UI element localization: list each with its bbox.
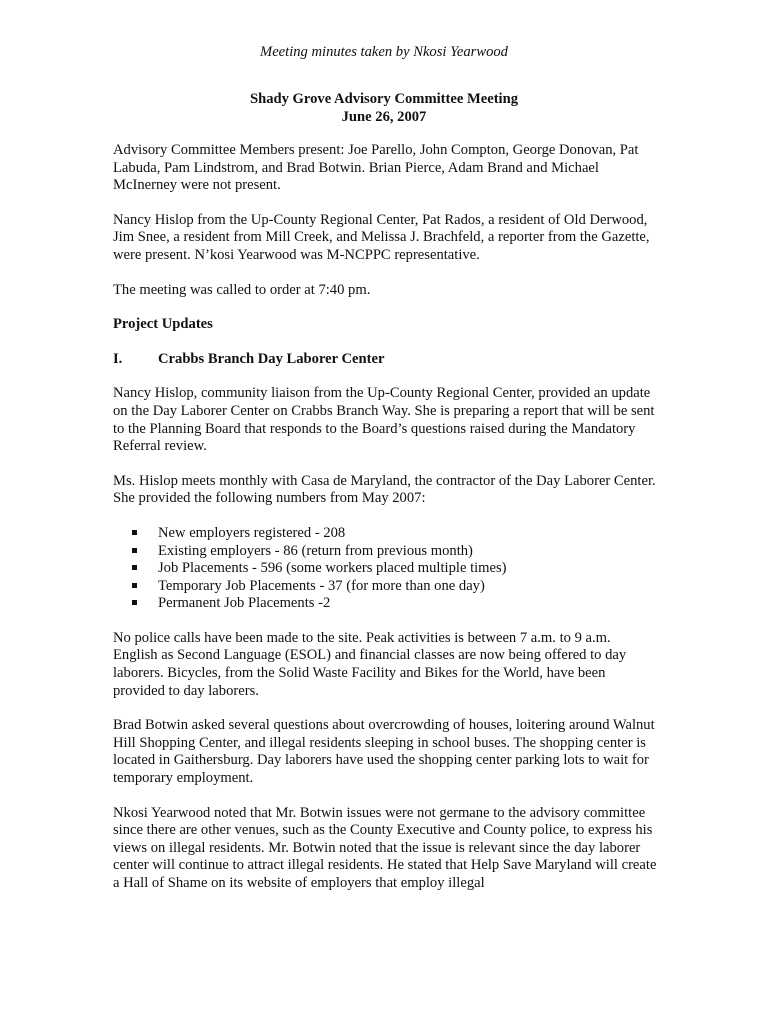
square-bullet-icon: [132, 523, 140, 541]
called-to-order-paragraph: The meeting was called to order at 7:40 pm.: [113, 281, 371, 298]
project-updates-heading: Project Updates: [113, 316, 213, 333]
list-item: Temporary Job Placements - 37 (for more than one day): [113, 578, 658, 596]
document-body: [113, 142, 658, 910]
yearwood-response-paragraph: Nkosi Yearwood noted that Mr. Botwin issues were not germane to the advisory committee since there are other venues, such as the County Executive and County police, to express his views on illegal residents. Mr. Botwin noted that the issue is relevant since the day laborer center will continue to attract illegal residents. He stated that Help Save Maryland will create a Hall of Shame on its website of employers that employ illegal: [113, 804, 657, 891]
list-item: Existing employers - 86 (return from previous month): [113, 543, 658, 561]
list-item: Job Placements - 596 (some workers placed multiple times): [113, 560, 658, 578]
members-present-paragraph: Advisory Committee Members present: Joe Parello, John Compton, George Donovan, Pat Labuda, Pam Lindstrom, and Brad Botwin. Brian Pierce, Adam Brand and Michael McInerney were not present.: [113, 142, 639, 194]
minutes-taker-note: Meeting minutes taken by Nkosi Yearwood: [260, 44, 508, 60]
section-heading-day-laborer: [113, 351, 658, 369]
square-bullet-icon: [132, 541, 140, 559]
meeting-date: June 26, 2007: [341, 108, 427, 125]
hislop-update-paragraph: Nancy Hislop, community liaison from the Up-County Regional Center, provided an update on the Day Laborer Center on Crabbs Branch Way. She is preparing a report that will be sent to the Planning Board that responds to the Board’s questions raised during the Mandatory Referral review.: [113, 385, 655, 455]
guests-present-paragraph: Nancy Hislop from the Up-County Regional Center, Pat Rados, a resident of Old Derwood, Jim Snee, a resident from Mill Creek, and Melissa J. Brachfeld, a reporter from the Gazette, were present. N’kosi Yearwood was M-NCPPC representative.: [113, 211, 650, 263]
square-bullet-icon: [132, 576, 140, 594]
meeting-title: Shady Grove Advisory Committee Meeting: [249, 91, 519, 107]
may-2007-statistics-list: [113, 525, 658, 613]
police-calls-paragraph: No police calls have been made to the site. Peak activities is between 7 a.m. to 9 a.m. English as Second Language (ESOL) and financial classes are now being offered to day laborers. Bicycles, from the Solid Waste Facility and Bikes for the World, have been provided to day laborers.: [113, 629, 627, 699]
square-bullet-icon: [132, 593, 140, 611]
section-number: I.: [113, 350, 123, 367]
list-item: New employers registered - 208: [113, 525, 658, 543]
monthly-meeting-paragraph: Ms. Hislop meets monthly with Casa de Maryland, the contractor of the Day Laborer Center. She provided the following numbers from May 2007:: [113, 472, 656, 507]
list-item: Permanent Job Placements -2: [113, 595, 658, 613]
section-title: Crabbs Branch Day Laborer Center: [158, 350, 385, 367]
square-bullet-icon: [132, 558, 140, 576]
document-title: [0, 91, 768, 126]
botwin-questions-paragraph: Brad Botwin asked several questions about overcrowding of houses, loitering around Walnut Hill Shopping Center, and illegal residents sleeping in school buses. The shopping center is located in Gaithersburg. Day laborers have used the shopping center parking lots to wait for temporary employment.: [113, 717, 655, 787]
